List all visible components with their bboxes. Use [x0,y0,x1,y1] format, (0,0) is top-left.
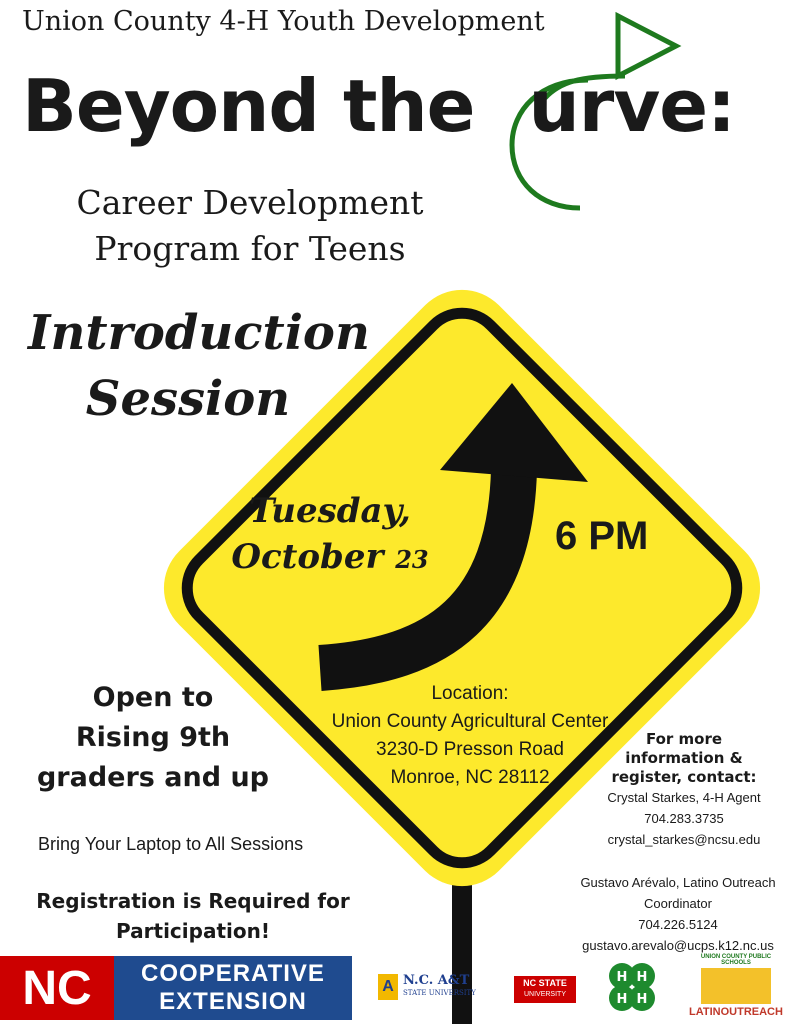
audience-note [18,678,288,798]
subtitle-line-1: Career Development [76,183,424,222]
contact-person2-email[interactable]: gustavo.arevalo@ucps.k12.nc.us [582,938,774,953]
event-day: Tuesday, [249,491,411,531]
nc-state-logo [514,976,576,1003]
contact-person1-phone: 704.283.3735 [644,811,724,826]
main-title-end: urve: [528,64,735,148]
registration-note [18,886,368,946]
nc-at-mark-icon: A [378,974,398,1000]
svg-text:H: H [636,970,648,985]
audience-line-3: graders and up [36,762,269,793]
subtitle-line-2: Program for Teens [94,229,406,268]
registration-line-1: Registration is Required for [36,889,350,913]
location-label: Location: [431,683,509,704]
ucps-top-text: UNION COUNTY PUBLIC SCHOOLS [700,954,772,966]
event-month: October [231,537,396,577]
event-day-number: 23 [395,545,429,574]
main-title-start: Beyond the [22,64,499,148]
nc-at-text [403,974,476,1000]
audience-line-1: Open to [92,682,214,713]
location-venue: Union County Agricultural Center [331,711,609,732]
registration-line-2: Participation! [116,919,270,943]
session-line-1: Introduction [28,305,370,361]
svg-text:H: H [636,992,648,1007]
latino-outreach-logo [686,954,786,1020]
svg-text:H: H [616,992,628,1007]
coop-line-1: COOPERATIVE [141,960,325,987]
handshake-icon [701,968,771,1004]
contact-person1-name: Crystal Starkes, 4-H Agent [607,790,761,805]
subtitle [40,180,460,272]
four-h-clover-icon [600,956,664,1020]
org-heading: Union County 4-H Youth Development [22,6,545,37]
contact-heading-3: register, contact: [611,768,757,786]
main-title [22,64,735,148]
sign-post [452,880,472,1024]
nc-at-logo [378,974,476,1000]
contact-block-2 [560,872,791,956]
four-h-letter: H [616,970,628,985]
nc-state-name: NC STATE [523,978,567,988]
laptop-note: Bring Your Laptop to All Sessions [38,834,304,854]
event-date [225,488,435,583]
coop-line-2: EXTENSION [159,988,307,1015]
contact-person2-line2: Coordinator [644,896,712,911]
event-time: 6 PM [555,514,649,558]
contact-person2-line1: Gustavo Arévalo, Latino Outreach [580,875,776,890]
coop-extension-text [114,956,352,1020]
contact-block [568,730,791,850]
session-heading [28,300,370,432]
nc-state-sub: UNIVERSITY [523,991,566,998]
nc-cooperative-extension-logo [0,956,352,1020]
contact-heading-1: For more [645,730,723,748]
location-street: 3230-D Presson Road [376,739,564,760]
contact-person1-email[interactable]: crystal_starkes@ncsu.edu [607,832,761,847]
nc-logo-mark: NC [0,956,114,1020]
contact-heading-2: information & [625,749,743,767]
audience-line-2: Rising 9th [75,722,231,753]
session-line-2: Session [85,371,291,427]
nc-at-name: N.C. A&T [403,973,470,988]
event-date-line [225,534,435,583]
contact-person2-phone: 704.226.5124 [638,917,718,932]
nc-at-sub: STATE UNIVERSITY [403,989,476,997]
location-city: Monroe, NC 28112 [390,767,550,788]
latino-outreach-word: LATINOUTREACH [689,1006,783,1018]
